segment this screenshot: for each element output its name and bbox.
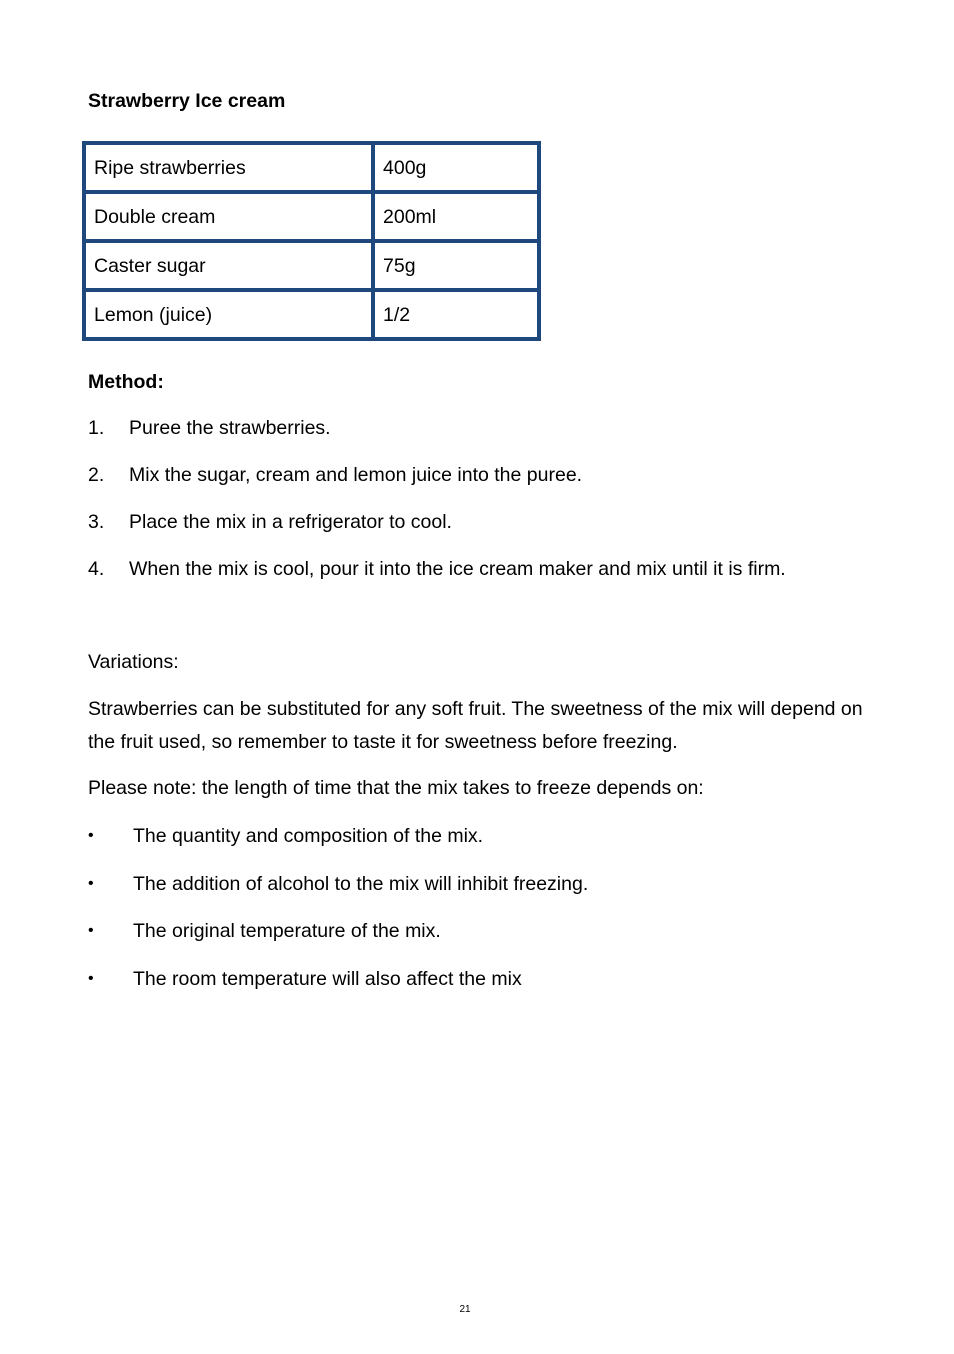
variations-paragraph: Strawberries can be substituted for any soft fruit. The sweetness of the mix will depend on the fruit used, so remember to taste it for sweetness before freezing.: [88, 698, 863, 753]
list-item: [88, 967, 868, 1015]
ingredient-quantity: 1/2: [373, 290, 539, 339]
ingredient-quantity: 400g: [373, 143, 539, 192]
recipe-title: Strawberry Ice cream: [88, 90, 286, 112]
table-row: [84, 241, 539, 290]
ingredients-table: [82, 141, 541, 341]
step-number: 4.: [88, 558, 105, 580]
ingredient-name: Double cream: [84, 192, 373, 241]
method-steps-list: [88, 416, 888, 604]
step-text: Mix the sugar, cream and lemon juice into the puree.: [129, 464, 583, 486]
table-row: [84, 192, 539, 241]
list-item-text: The addition of alcohol to the mix will inhibit freezing.: [133, 872, 589, 895]
bullet-icon: •: [88, 922, 94, 939]
bullet-icon: •: [88, 874, 94, 892]
ingredient-name: Lemon (juice): [84, 290, 373, 339]
step-number: 2.: [88, 464, 105, 486]
ingredient-quantity: 75g: [373, 241, 539, 290]
table-row: [84, 290, 539, 339]
step-number: 3.: [88, 511, 105, 533]
method-step: [88, 557, 888, 604]
ingredient-name: Ripe strawberries: [84, 143, 373, 192]
step-number: 1.: [88, 417, 105, 439]
list-item: [88, 919, 868, 967]
table-row: [84, 143, 539, 192]
bullet-icon: •: [88, 969, 94, 987]
method-step: [88, 463, 888, 510]
step-text: When the mix is cool, pour it into the ice cream maker and mix until it is firm.: [129, 558, 786, 580]
step-text: Puree the strawberries.: [129, 417, 331, 439]
ingredient-quantity: 200ml: [373, 192, 539, 241]
list-item: [88, 824, 868, 872]
list-item-text: The original temperature of the mix.: [133, 920, 441, 942]
method-heading: Method:: [88, 371, 164, 393]
list-item-text: The room temperature will also affect the mix: [133, 967, 522, 990]
list-item-text: The quantity and composition of the mix.: [133, 825, 484, 847]
ingredient-name: Caster sugar: [84, 241, 373, 290]
method-step: [88, 510, 888, 557]
step-text: Place the mix in a refrigerator to cool.: [129, 511, 452, 533]
bullet-icon: •: [88, 827, 94, 844]
page-number: 21: [459, 1304, 471, 1315]
variations-heading: Variations:: [88, 651, 179, 673]
list-item: [88, 872, 868, 920]
method-step: [88, 416, 888, 463]
freezing-factors-list: [88, 824, 868, 1014]
freezing-note: Please note: the length of time that the mix takes to freeze depends on:: [88, 777, 704, 799]
